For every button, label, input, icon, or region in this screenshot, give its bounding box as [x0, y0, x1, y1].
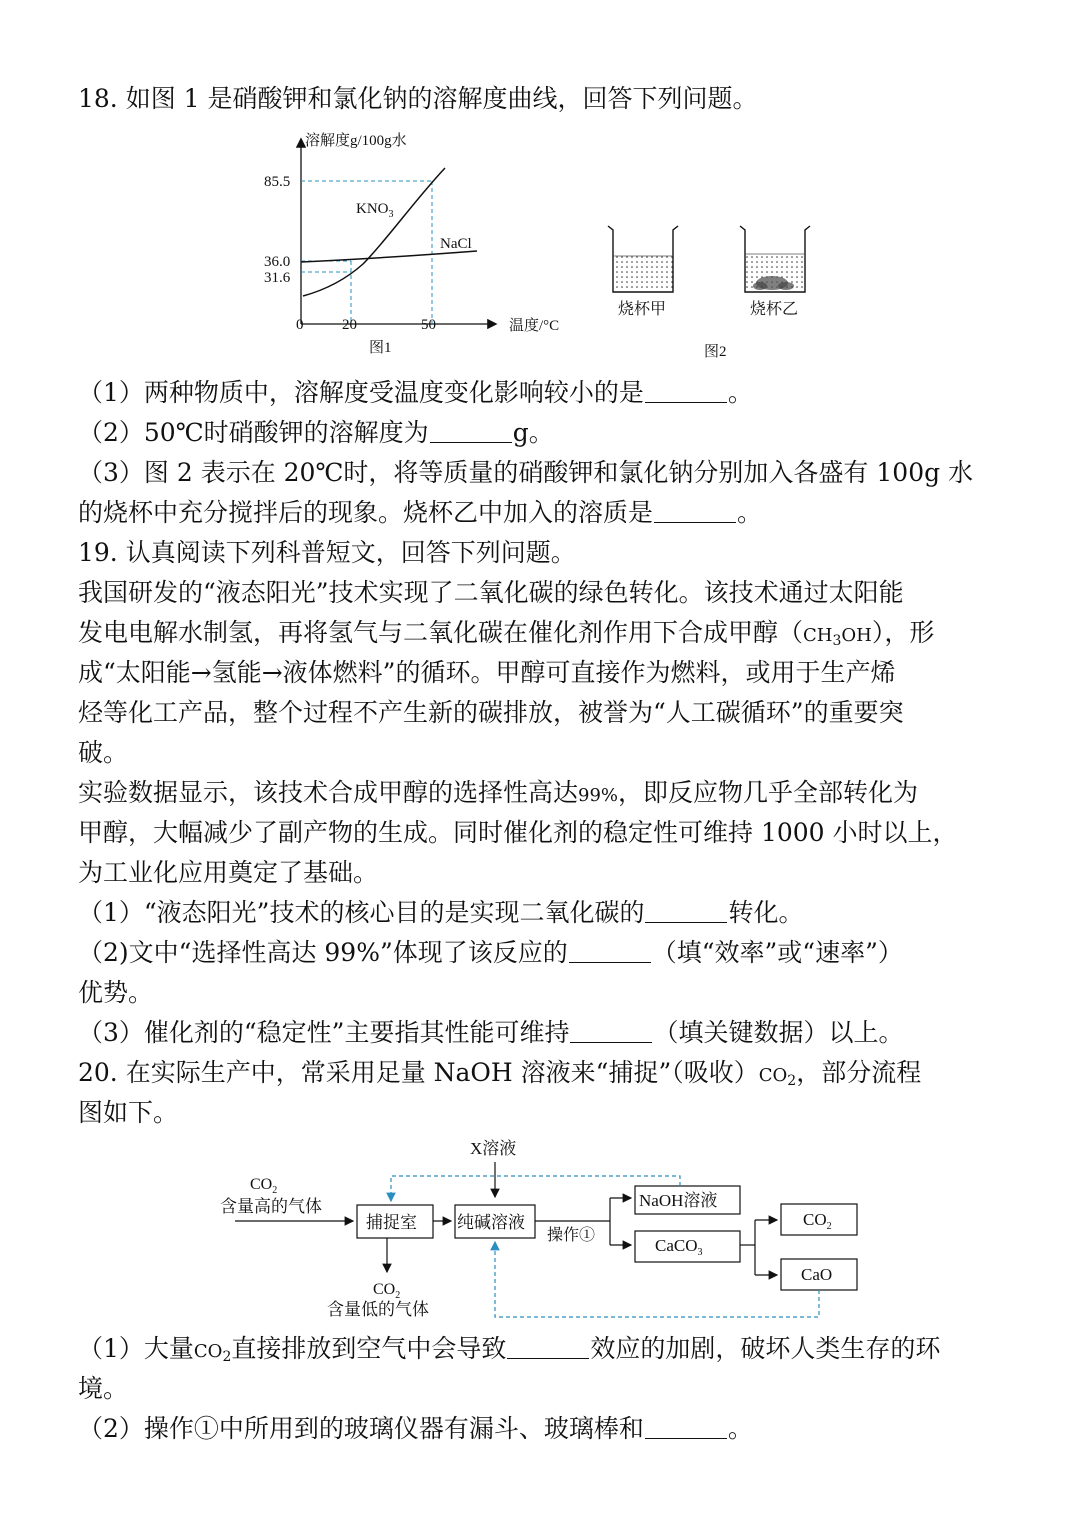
q19-para1-line3: 成“太阳能→氢能→液体燃料”的循环。甲醇可直接作为燃料，或用于生产烯	[78, 658, 896, 687]
kno3-label: $KNO_3$	[356, 201, 394, 220]
q20-part1-line2: 境。	[78, 1374, 129, 1403]
q18-stem: 18. 如图 1 是硝酸钾和氯化钠的溶解度曲线，回答下列问题。	[78, 84, 758, 113]
q19-para2-line2: 甲醇，大幅减少了副产物的生成。同时催化剂的稳定性可维持 1000 小时以上，	[78, 818, 958, 847]
q19-part2: （2)文中“选择性高达 99%”体现了该反应的 （填“效率”或“速率”）	[78, 938, 903, 967]
q18-part2: （2）50℃时硝酸钾的溶解度为 g。	[78, 418, 554, 447]
cao-label: CaO	[801, 1265, 833, 1284]
q18-part1: （1）两种物质中，溶解度受温度变化影响较小的是 。	[78, 378, 753, 407]
answer-blank	[645, 380, 727, 403]
ytick-36: 36.0	[264, 254, 291, 270]
operation-label: 操作①	[547, 1227, 596, 1244]
soda-solution-label: 纯碱溶液	[457, 1213, 525, 1232]
answer-blank	[645, 1416, 727, 1439]
q19-part3: （3）催化剂的“稳定性”主要指其性能可维持 （填关键数据）以上。	[78, 1018, 904, 1047]
solubility-chart	[255, 128, 585, 360]
ytick-85: 85.5	[264, 174, 291, 190]
beaker-b-label: 烧杯乙	[750, 301, 799, 318]
q20-stem: 20. 在实际生产中，常采用足量 NaOH 溶液来“捕捉”（吸收）$CO_2$，部分流程	[78, 1058, 922, 1089]
xtick-50: 50	[421, 317, 436, 333]
fig1-caption: 图1	[369, 340, 392, 356]
kno3-curve	[303, 168, 445, 296]
q19-para1-line2: 发电电解水制氢，再将氢气与二氧化碳在催化剂作用下合成甲醇$(CH_3OH)$，形	[78, 618, 935, 649]
answer-blank	[654, 500, 736, 523]
q19-para1-line4: 烃等化工产品，整个过程不产生新的碳排放，被誉为“人工碳循环”的重要突	[78, 698, 904, 727]
xtick-0: 0	[296, 317, 304, 333]
q19-para2-line3: 为工业化应用奠定了基础。	[78, 858, 379, 887]
co2-product-label: $CO_2$	[803, 1210, 832, 1232]
nacl-curve	[301, 251, 477, 262]
q18-part3-line1: （3）图 2 表示在 20℃时，将等质量的硝酸钾和氯化钠分别加入各盛有 100g 水	[78, 458, 974, 487]
q20-stem-line2: 图如下。	[78, 1098, 179, 1127]
beaker-b	[740, 226, 810, 292]
caco3-label: CaCO$_3$	[655, 1236, 703, 1258]
q20-part2: （2）操作①中所用到的玻璃仪器有漏斗、玻璃棒和 。	[78, 1414, 753, 1443]
answer-blank	[570, 1020, 652, 1043]
answer-blank	[430, 420, 512, 443]
answer-blank	[507, 1336, 589, 1359]
naoh-solution-label: NaOH溶液	[639, 1191, 718, 1210]
x-axis-label: 温度/°C	[509, 318, 560, 334]
input-gas-label: 含量高的气体	[220, 1197, 322, 1216]
beaker-a-label: 烧杯甲	[618, 301, 667, 318]
capture-room-label: 捕捉室	[366, 1213, 417, 1232]
y-axis-label: 溶解度g/100g水	[305, 133, 407, 149]
answer-blank	[645, 900, 727, 923]
ytick-31: 31.6	[264, 270, 291, 286]
output-gas-label: 含量低的气体	[327, 1300, 429, 1319]
q19-part1: （1）“液态阳光”技术的核心目的是实现二氧化碳的 转化。	[78, 898, 804, 927]
q19-para1-line5: 破。	[78, 738, 129, 767]
xtick-20: 20	[342, 317, 357, 333]
q18-part3-line2: 的烧杯中充分搅拌后的现象。烧杯乙中加入的溶质是 。	[78, 498, 763, 527]
q19-para1-line1: 我国研发的“液态阳光”技术实现了二氧化碳的绿色转化。该技术通过太阳能	[78, 578, 904, 607]
capture-flow-diagram	[215, 1132, 875, 1327]
q19-part2-line2: 优势。	[78, 978, 154, 1007]
output-co2-label: $CO_2$	[373, 1281, 401, 1301]
x-solution-label: X溶液	[470, 1139, 517, 1158]
q19-para2-line1: 实验数据显示，该技术合成甲醇的选择性高达99%，即反应物几乎全部转化为	[78, 778, 919, 807]
beaker-a	[608, 226, 678, 292]
nacl-label: NaCl	[440, 236, 472, 252]
beaker-figure	[600, 220, 820, 365]
input-co2-label: $CO_2$	[250, 1176, 278, 1196]
answer-blank	[569, 940, 651, 963]
q20-part1: （1）大量$CO_2$直接排放到空气中会导致 效应的加剧，破坏人类生存的环	[78, 1334, 941, 1365]
q19-stem: 19. 认真阅读下列科普短文，回答下列问题。	[78, 538, 576, 567]
fig2-caption: 图2	[704, 344, 727, 360]
